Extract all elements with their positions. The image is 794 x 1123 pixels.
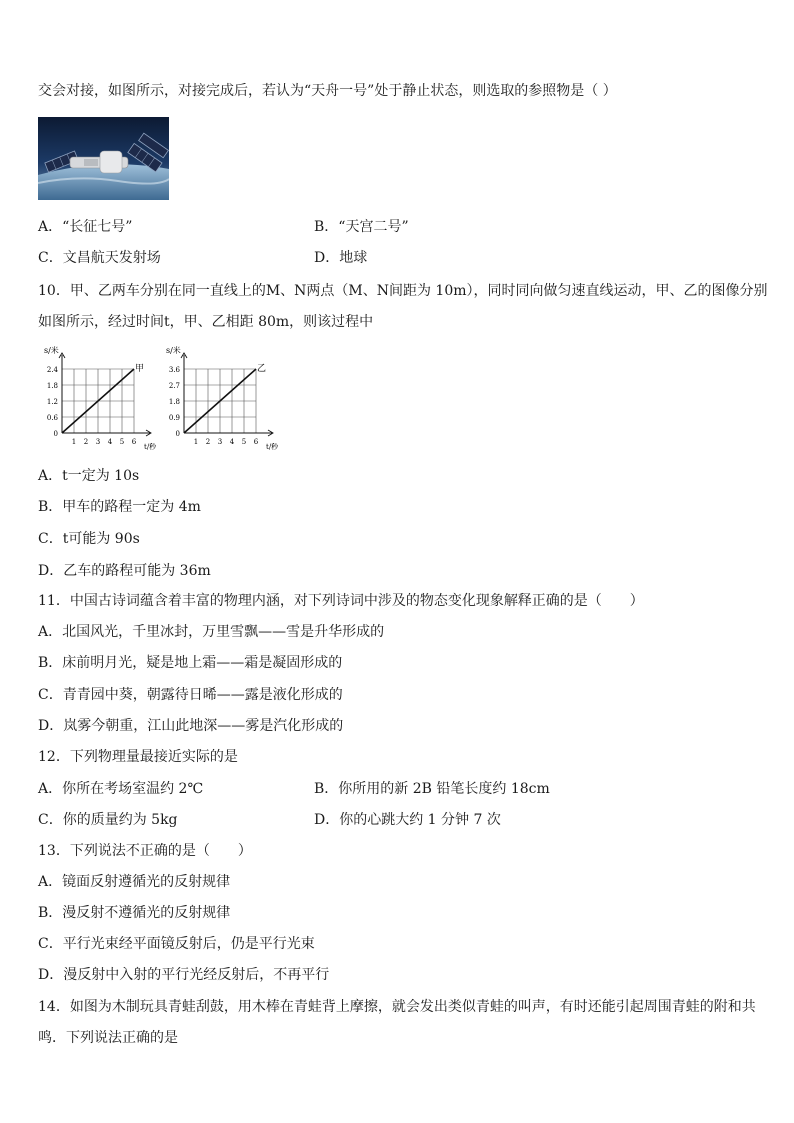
graph-yi-y-tick: 3.6 — [168, 366, 180, 374]
q12-stem: 12．下列物理量最接近实际的是 — [38, 749, 238, 765]
q10-stem-line2: 如图所示，经过时间t，甲、乙相距 80m，则该过程中 — [38, 314, 374, 330]
graph-yi-y-tick: 1.8 — [168, 398, 180, 406]
graph-yi-y-tick: 2.7 — [168, 382, 180, 390]
q13-option-d: D．漫反射中入射的平行光经反射后，不再平行 — [38, 967, 330, 983]
q11-option-d: D．岚雾今朝重，江山此地深——雾是汽化形成的 — [38, 718, 344, 734]
q14-stem-line2: 鸣．下列说法正确的是 — [38, 1030, 178, 1046]
q11-option-c: C．青青园中葵，朝露待日晞——露是液化形成的 — [38, 687, 343, 703]
graph-jia-x-tick: 3 — [95, 438, 101, 446]
graph-jia-y-tick: 0 — [53, 430, 58, 438]
graph-yi-x-label: t/秒 — [266, 443, 279, 451]
graph-yi-series-label: 乙 — [257, 364, 267, 374]
q9-option-a: A．“长征七号” — [38, 219, 133, 235]
q11-option-b: B．床前明月光，疑是地上霜——霜是凝固形成的 — [38, 655, 343, 671]
graph-yi-x-tick: 1 — [193, 438, 199, 446]
q13-option-c: C．平行光束经平面镜反射后，仍是平行光束 — [38, 936, 315, 952]
q9-option-d: D．地球 — [314, 250, 368, 266]
graph-jia-y-tick: 1.8 — [46, 382, 58, 390]
q12-option-c: C．你的质量约为 5kg — [38, 812, 178, 828]
q10-stem-line1: 10．甲、乙两车分别在同一直线上的M、N两点（M、N间距为 10m），同时同向做匀速直线运动，甲、乙的图像分别 — [38, 283, 768, 299]
graph-jia-x-tick: 4 — [107, 438, 113, 446]
graph-yi-y-label: s/米 — [166, 346, 181, 355]
graph-yi-y-tick: 0 — [175, 430, 180, 438]
graph-yi-x-tick: 4 — [229, 438, 235, 446]
graph-jia-y-label: s/米 — [44, 346, 59, 355]
q9-stem: 交会对接，如图所示，对接完成后，若认为“天舟一号”处于静止状态，则选取的参照物是（ ） — [38, 83, 617, 99]
q12-option-a: A．你所在考场室温约 2℃ — [38, 781, 204, 797]
graph-yi-x-tick: 3 — [217, 438, 223, 446]
graph-jia-y-tick: 0.6 — [46, 414, 58, 422]
q12-option-b: B．你所用的新 2B 铅笔长度约 18cm — [314, 781, 550, 797]
graph-jia-x-label: t/秒 — [144, 443, 157, 451]
q13-option-b: B．漫反射不遵循光的反射规律 — [38, 905, 231, 921]
q10-option-b: B．甲车的路程一定为 4m — [38, 499, 201, 515]
q9-option-c: C．文昌航天发射场 — [38, 250, 161, 266]
graph-jia — [38, 343, 160, 459]
spacecraft-docking-photo — [38, 117, 169, 200]
q14-stem-line1: 14．如图为木制玩具青蛙刮鼓，用木棒在青蛙背上摩擦，就会发出类似青蛙的叫声，有时还能引起周围青蛙的附和共 — [38, 999, 756, 1015]
q12-option-d: D．你的心跳大约 1 分钟 7 次 — [314, 812, 501, 828]
q10-option-a: A．t一定为 10s — [38, 468, 140, 484]
graph-jia-x-tick: 5 — [119, 438, 125, 446]
q11-stem: 11．中国古诗词蕴含着丰富的物理内涵，对下列诗词中涉及的物态变化现象解释正确的是（ ） — [38, 593, 644, 609]
graph-jia-y-tick: 1.2 — [46, 398, 58, 406]
graph-jia-y-tick: 2.4 — [46, 366, 58, 374]
graph-jia-x-tick: 2 — [83, 438, 89, 446]
q13-stem: 13．下列说法不正确的是（ ） — [38, 843, 252, 859]
q11-option-a: A．北国风光，千里冰封，万里雪飘——雪是升华形成的 — [38, 624, 385, 640]
graph-yi-x-tick: 6 — [253, 438, 259, 446]
q13-option-a: A．镜面反射遵循光的反射规律 — [38, 874, 231, 890]
q10-option-d: D．乙车的路程可能为 36m — [38, 563, 211, 579]
graph-jia-x-tick: 6 — [131, 438, 137, 446]
graph-jia-x-tick: 1 — [71, 438, 77, 446]
q10-option-c: C．t可能为 90s — [38, 531, 140, 547]
graph-jia-series-label: 甲 — [135, 364, 145, 374]
graph-yi-y-tick: 0.9 — [168, 414, 180, 422]
graph-yi-x-tick: 2 — [205, 438, 211, 446]
graph-yi-x-tick: 5 — [241, 438, 247, 446]
q9-option-b: B．“天宫二号” — [314, 219, 409, 235]
graph-yi — [160, 343, 282, 459]
